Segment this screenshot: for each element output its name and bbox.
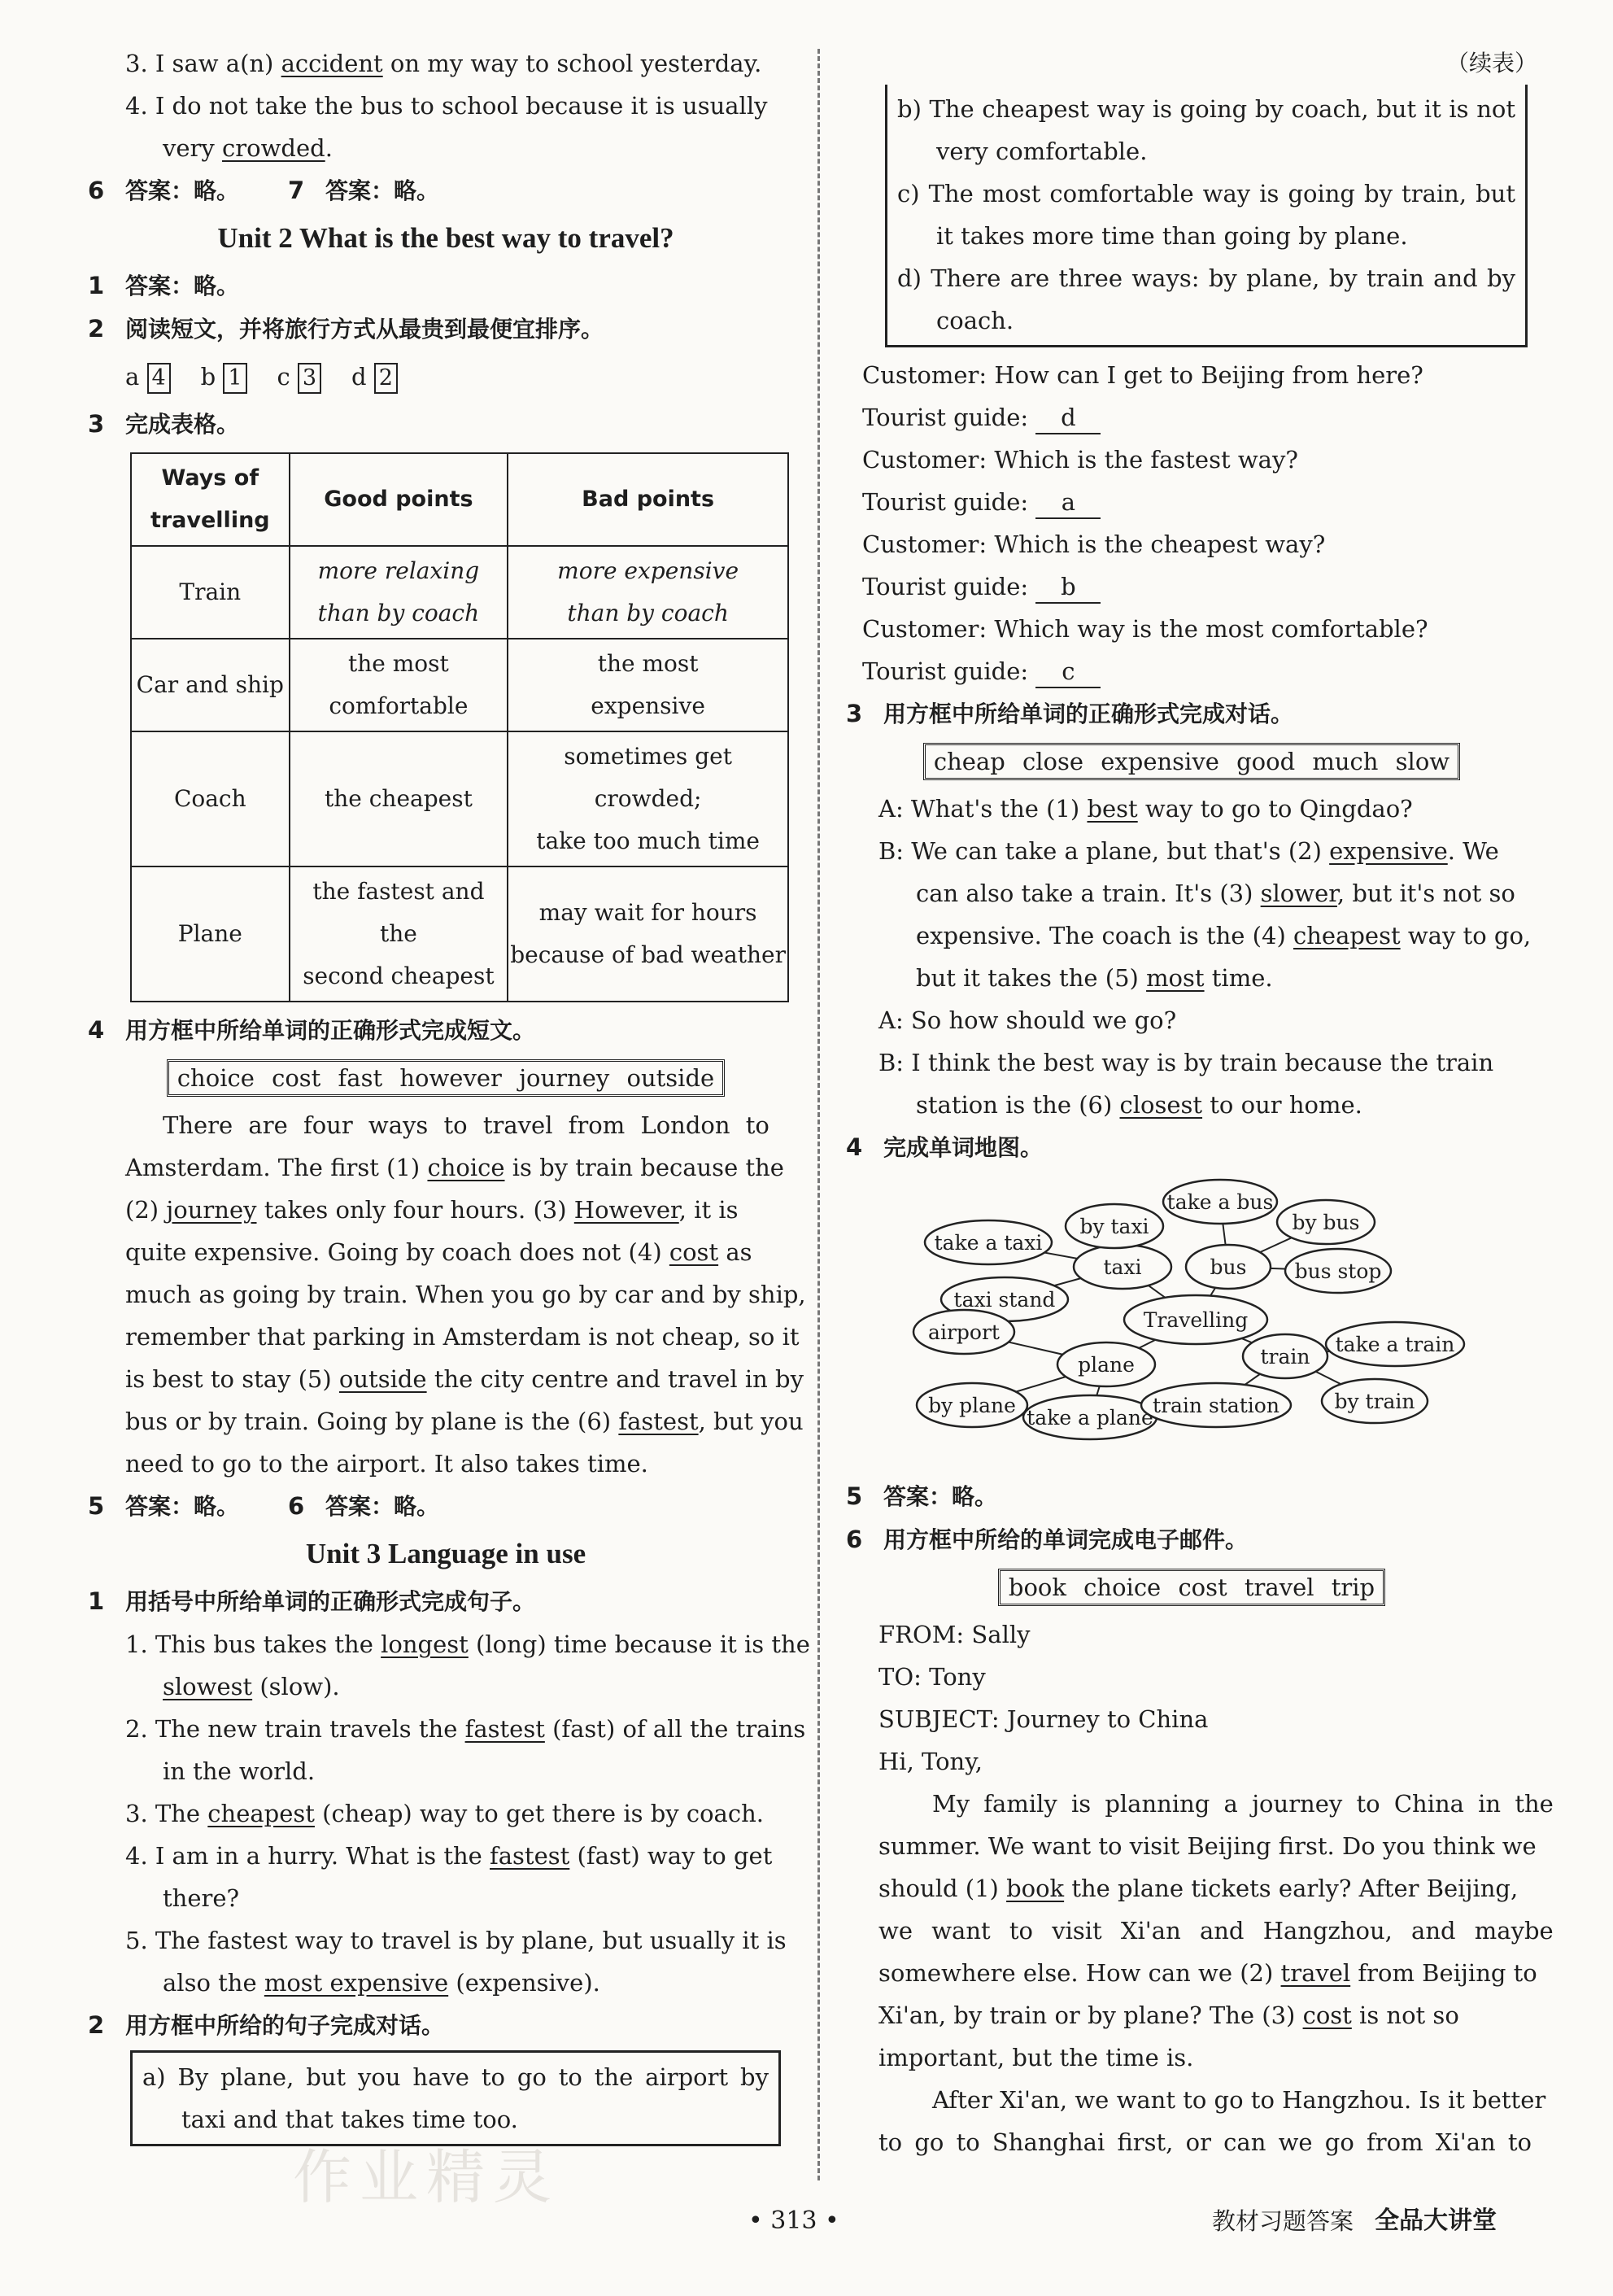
map-node-by-taxi: by taxi [1079, 1215, 1149, 1238]
map-node-by-train: by train [1334, 1390, 1415, 1413]
u2-q4: 4 用方框中所给单词的正确形式完成短文。 [88, 1016, 536, 1044]
answer-box: 4 [147, 363, 171, 394]
table-row: Train more relaxing than by coach more expensive than by coach [131, 546, 788, 639]
q6-q7-answers: 6 答案：略。 7 答案：略。 [88, 177, 440, 204]
option-d: d) There are three ways: by plane, by train and by coach. [897, 264, 1515, 334]
cont-item-3: 3. I saw a(n) accident on my way to school yesterday. [125, 50, 762, 77]
footer-label: 教材习题答案 [1212, 2207, 1354, 2235]
option-b: b) The cheapest way is going by coach, but it is not very comfortable. [897, 95, 1515, 165]
answer-box: 1 [223, 363, 246, 394]
u3-s2-cont: in the world. [163, 1757, 316, 1785]
map-node-take-a-bus: take a bus [1166, 1190, 1274, 1214]
footer-brand: 全品大讲堂 [1375, 2207, 1497, 2235]
map-node-taxi-stand: taxi stand [953, 1288, 1056, 1312]
map-node-train: train [1260, 1345, 1310, 1368]
unit3-title: Unit 3 Language in use [305, 1538, 586, 1569]
table-row: Plane the fastest and the second cheapest may wait for hours because of bad weather [131, 866, 788, 1002]
map-node-take-a-plane: take a plane [1027, 1406, 1153, 1430]
u2-q2: 2 阅读短文，并将旅行方式从最贵到最便宜排序。 [88, 315, 604, 343]
u2-q3: 3 完成表格。 [88, 410, 240, 438]
table-header-row: Ways of travelling Good points Bad points [131, 453, 788, 546]
u3-s2: 2. The new train travels the fastest (fast) of all the trains [125, 1715, 806, 1743]
r-q4: 4 完成单词地图。 [846, 1133, 1044, 1161]
right-column [846, 42, 1554, 2163]
map-node-train-station: train station [1153, 1394, 1280, 1417]
u3-q1: 1 用括号中所给单词的正确形式完成句子。 [88, 1587, 536, 1615]
left-column [88, 42, 810, 2150]
unit2-title: Unit 2 What is the best way to travel? [217, 222, 674, 254]
map-node-airport: airport [928, 1320, 1000, 1344]
map-node-bus-stop: bus stop [1294, 1259, 1382, 1283]
ways-table [130, 452, 789, 1002]
cont-item-4: 4. I do not take the bus to school because it is usually [125, 92, 768, 120]
word-box: book choice cost travel trip [998, 1569, 1385, 1606]
u2-q4-wordbox-wrap [88, 1057, 804, 1099]
u2-q5-q6: 5 答案：略。 6 答案：略。 [88, 1492, 440, 1520]
watermark: 作业精灵 [293, 2143, 560, 2211]
r-q6-wordbox-wrap [846, 1566, 1537, 1609]
u3-s3: 3. The cheapest (cheap) way to get there is by coach. [125, 1800, 764, 1827]
map-node-take-a-train: take a train [1335, 1333, 1455, 1356]
map-node-bus: bus [1210, 1255, 1247, 1279]
u3-s1: 1. This bus takes the longest (long) time because it is the [125, 1630, 810, 1658]
dialog-q2: Customer: How can I get to Beijing from here? Tourist guide: d Customer: Which is the fastest way? Tourist guide: a Customer: Which is the cheapest way? Tourist guide: b Customer: Which way is the most comfortable? Tourist guide: c [846, 354, 1537, 692]
option-c: c) The most comfortable way is going by train, but it takes more time than going by plane. [897, 180, 1515, 250]
page-number: • 313 • [748, 2207, 839, 2235]
word-box: cheap close expensive good much slow [923, 743, 1460, 780]
map-node-travelling: Travelling [1143, 1308, 1249, 1332]
table-row: Car and ship the most comfortable the most expensive [131, 639, 788, 731]
u3-s1-cont: slowest (slow). [163, 1673, 340, 1700]
answer-box: 3 [298, 363, 321, 394]
dialog-q3: A: What's the (1) best way to go to Qingdao? B: We can take a plane, but that's (2) expensive. We can also take a train. It's (3) slower, but it's not so expensive. The coach is the (4) cheapest way to go, but it takes the (5) most time. A: So how should we go? B: I think the best way is by train because the train station is the (6) closest to our home. [878, 795, 1532, 1119]
u3-s5: 5. The fastest way to travel is by plane, but usually it is [125, 1927, 787, 1954]
cont-item-4-cont: very crowded. [163, 134, 333, 162]
r-q5: 5 答案：略。 [846, 1482, 998, 1510]
u3-s4: 4. I am in a hurry. What is the fastest (fast) way to get [125, 1842, 773, 1870]
map-node-taxi: taxi [1103, 1255, 1142, 1279]
options-box-cont [885, 85, 1528, 347]
table-row: Coach the cheapest sometimes get crowded; take too much time [131, 731, 788, 866]
u3-q2: 2 用方框中所给的句子完成对话。 [88, 2011, 445, 2039]
u2-q1: 1 答案：略。 [88, 272, 240, 299]
u3-s5-cont: also the most expensive (expensive). [163, 1969, 600, 1997]
r-q3: 3 用方框中所给单词的正确形式完成对话。 [846, 700, 1294, 727]
u3-s4-cont: there? [163, 1884, 240, 1912]
map-node-by-bus: by bus [1292, 1211, 1360, 1234]
word-box: choice cost fast however journey outside [167, 1059, 725, 1097]
map-node-plane: plane [1078, 1353, 1135, 1377]
u2-passage: There are four ways to travel from London to Amsterdam. The first (1) choice is by train because the (2) journey takes only four hours. (3) However, it is quite expensive. Going by coach does not (4) cost as much as going by train. When you go by car and by ship, remember that parking in Amsterdam is not cheap, so it is best to stay (5) outside the city centre and travel in by bus or by train. Going by plane is the (6) fastest, but you need to go to the airport. It also takes time. [125, 1111, 806, 1478]
r-q3-wordbox-wrap [846, 740, 1537, 783]
column-divider [817, 49, 820, 2180]
map-node-take-a-taxi: take a taxi [934, 1231, 1043, 1255]
u2-q2-order: a 4 b 1 c 3 d 2 [88, 356, 804, 398]
map-node-by-plane: by plane [928, 1394, 1016, 1417]
options-box [130, 2050, 781, 2146]
email: FROM: Sally TO: Tony SUBJECT: Journey to China Hi, Tony, My family is planning a journey to China in the summer. We want to visit Beijing first. Do you think we should (1) book the plane tickets early? After Beijing, we want to visit Xi'an and Hangzhou, and maybe somewhere else. How can we (2) travel from Beijing to Xi'an, by train or by plane? The (3) cost is not so important, but the time is. After Xi'an, we want to go to Hangzhou. Is it better to go to Shanghai first, or can we go from Xi'an to [878, 1621, 1554, 2156]
option-a: a) By plane, but you have to go to the airport by taxi and that takes time too. [142, 2063, 769, 2133]
answer-box: 2 [374, 363, 398, 394]
r-q6: 6 用方框中所给的单词完成电子邮件。 [846, 1526, 1249, 1553]
word-map [846, 1169, 1537, 1462]
continued-label: （续表） [1445, 50, 1537, 76]
